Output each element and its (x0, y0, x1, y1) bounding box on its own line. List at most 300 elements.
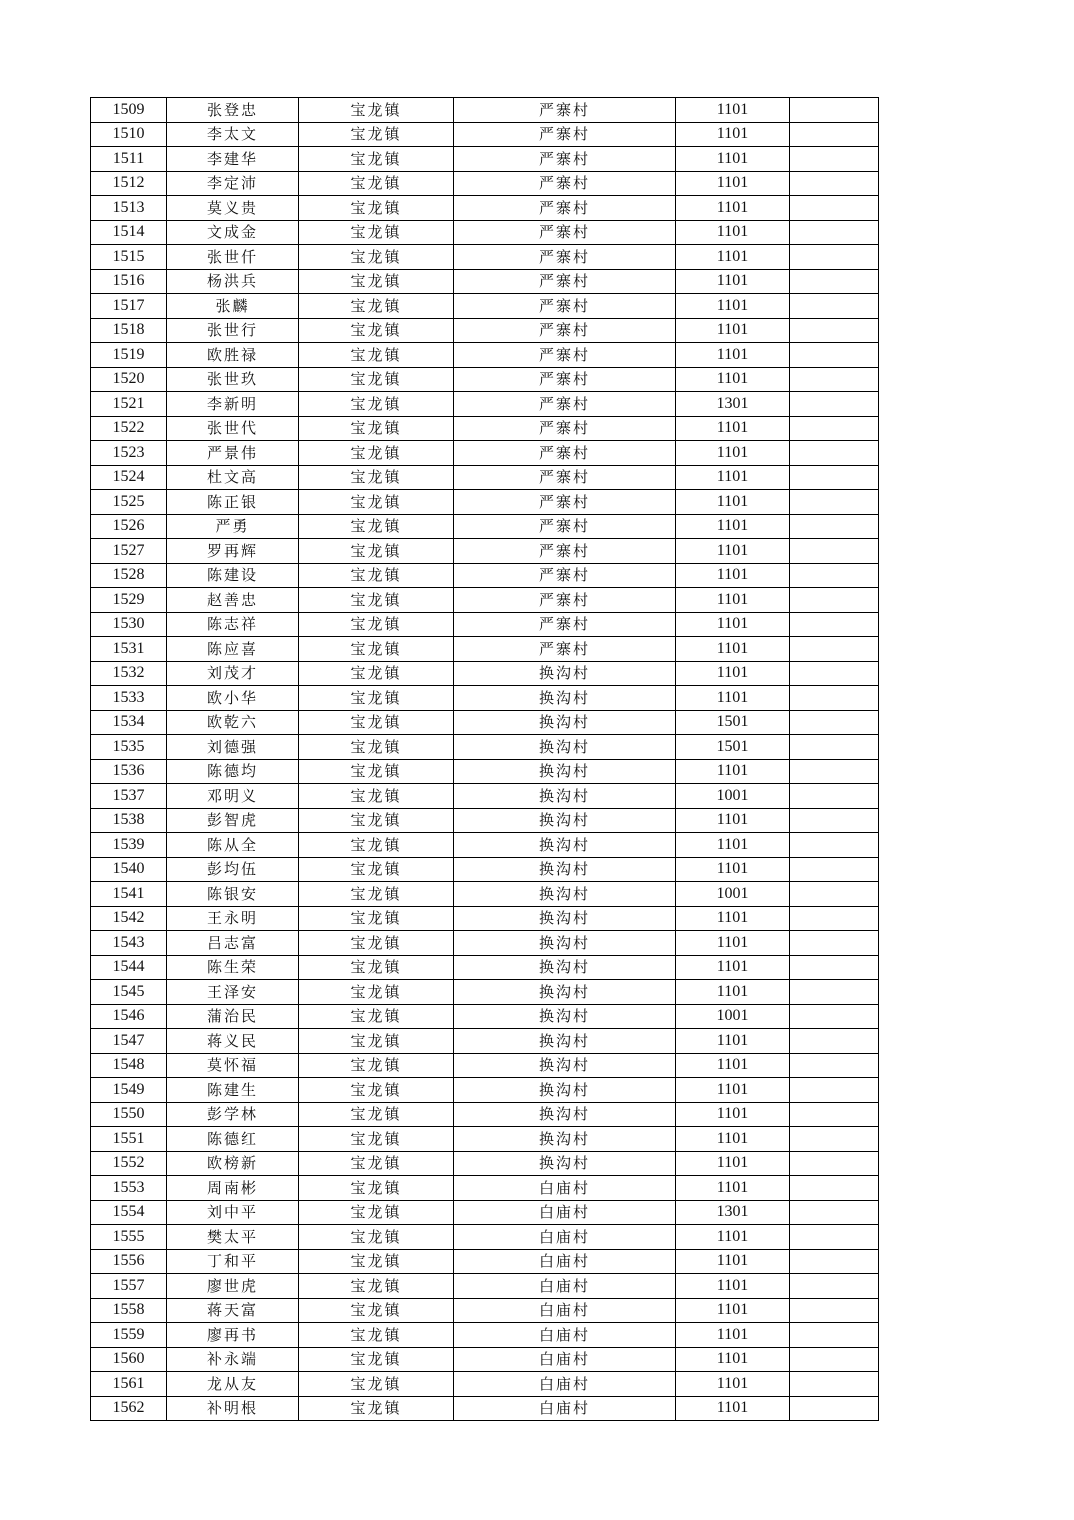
row-number-cell: 1521 (91, 392, 167, 417)
town-cell: 宝龙镇 (299, 1127, 454, 1152)
table-row (91, 661, 879, 686)
row-number-cell: 1557 (91, 1274, 167, 1299)
village-cell: 严寨村 (454, 269, 676, 294)
village-cell: 换沟村 (454, 833, 676, 858)
table-row (91, 1004, 879, 1029)
note-cell (790, 686, 879, 711)
table-row (91, 1274, 879, 1299)
note-cell (790, 1347, 879, 1372)
row-number-cell: 1523 (91, 441, 167, 466)
name-cell: 张世玖 (167, 367, 299, 392)
village-cell: 换沟村 (454, 784, 676, 809)
name-cell: 陈银安 (167, 882, 299, 907)
note-cell (790, 1151, 879, 1176)
town-cell: 宝龙镇 (299, 98, 454, 123)
town-cell: 宝龙镇 (299, 1298, 454, 1323)
town-cell: 宝龙镇 (299, 318, 454, 343)
table-row (91, 931, 879, 956)
note-cell (790, 857, 879, 882)
row-number-cell: 1527 (91, 539, 167, 564)
code-cell: 1101 (676, 122, 790, 147)
note-cell (790, 1078, 879, 1103)
table-row (91, 882, 879, 907)
town-cell: 宝龙镇 (299, 906, 454, 931)
row-number-cell: 1531 (91, 637, 167, 662)
row-number-cell: 1536 (91, 759, 167, 784)
town-cell: 宝龙镇 (299, 980, 454, 1005)
village-cell: 严寨村 (454, 196, 676, 221)
table-row (91, 1102, 879, 1127)
row-number-cell: 1560 (91, 1347, 167, 1372)
note-cell (790, 1396, 879, 1421)
village-cell: 白庙村 (454, 1274, 676, 1299)
table-row (91, 98, 879, 123)
note-cell (790, 1249, 879, 1274)
name-cell: 蒋天富 (167, 1298, 299, 1323)
table-row (91, 955, 879, 980)
village-cell: 白庙村 (454, 1323, 676, 1348)
table-row (91, 441, 879, 466)
village-cell: 严寨村 (454, 171, 676, 196)
table-row (91, 588, 879, 613)
village-cell: 换沟村 (454, 710, 676, 735)
name-cell: 李建华 (167, 147, 299, 172)
town-cell: 宝龙镇 (299, 637, 454, 662)
row-number-cell: 1556 (91, 1249, 167, 1274)
note-cell (790, 612, 879, 637)
table-row (91, 318, 879, 343)
code-cell: 1101 (676, 490, 790, 515)
row-number-cell: 1529 (91, 588, 167, 613)
note-cell (790, 931, 879, 956)
table-row (91, 906, 879, 931)
note-cell (790, 1274, 879, 1299)
town-cell: 宝龙镇 (299, 490, 454, 515)
code-cell: 1101 (676, 612, 790, 637)
name-cell: 杨洪兵 (167, 269, 299, 294)
town-cell: 宝龙镇 (299, 735, 454, 760)
village-cell: 严寨村 (454, 416, 676, 441)
row-number-cell: 1537 (91, 784, 167, 809)
row-number-cell: 1545 (91, 980, 167, 1005)
note-cell (790, 441, 879, 466)
name-cell: 彭均伍 (167, 857, 299, 882)
note-cell (790, 294, 879, 319)
town-cell: 宝龙镇 (299, 563, 454, 588)
table-row (91, 147, 879, 172)
village-cell: 换沟村 (454, 661, 676, 686)
village-cell: 换沟村 (454, 980, 676, 1005)
town-cell: 宝龙镇 (299, 808, 454, 833)
note-cell (790, 759, 879, 784)
table-row (91, 416, 879, 441)
code-cell: 1101 (676, 906, 790, 931)
row-number-cell: 1544 (91, 955, 167, 980)
table-row (91, 735, 879, 760)
note-cell (790, 171, 879, 196)
name-cell: 李定沛 (167, 171, 299, 196)
note-cell (790, 1029, 879, 1054)
name-cell: 莫怀福 (167, 1053, 299, 1078)
village-cell: 严寨村 (454, 98, 676, 123)
code-cell: 1101 (676, 1151, 790, 1176)
note-cell (790, 367, 879, 392)
table-row (91, 1225, 879, 1250)
town-cell: 宝龙镇 (299, 955, 454, 980)
name-cell: 陈志祥 (167, 612, 299, 637)
code-cell: 1101 (676, 465, 790, 490)
note-cell (790, 1004, 879, 1029)
town-cell: 宝龙镇 (299, 1274, 454, 1299)
name-cell: 严勇 (167, 514, 299, 539)
village-cell: 换沟村 (454, 686, 676, 711)
table-row (91, 857, 879, 882)
name-cell: 陈德均 (167, 759, 299, 784)
name-cell: 补明根 (167, 1396, 299, 1421)
name-cell: 蒋义民 (167, 1029, 299, 1054)
code-cell: 1101 (676, 245, 790, 270)
note-cell (790, 588, 879, 613)
row-number-cell: 1541 (91, 882, 167, 907)
name-cell: 赵善忠 (167, 588, 299, 613)
town-cell: 宝龙镇 (299, 1249, 454, 1274)
code-cell: 1101 (676, 1102, 790, 1127)
name-cell: 欧乾六 (167, 710, 299, 735)
village-cell: 严寨村 (454, 563, 676, 588)
village-cell: 换沟村 (454, 1078, 676, 1103)
code-cell: 1101 (676, 759, 790, 784)
note-cell (790, 269, 879, 294)
note-cell (790, 539, 879, 564)
row-number-cell: 1549 (91, 1078, 167, 1103)
code-cell: 1101 (676, 1029, 790, 1054)
table-row (91, 1347, 879, 1372)
town-cell: 宝龙镇 (299, 1347, 454, 1372)
table-row (91, 122, 879, 147)
row-number-cell: 1546 (91, 1004, 167, 1029)
row-number-cell: 1543 (91, 931, 167, 956)
table-row (91, 367, 879, 392)
village-cell: 换沟村 (454, 857, 676, 882)
code-cell: 1001 (676, 784, 790, 809)
name-cell: 李太文 (167, 122, 299, 147)
table-row (91, 833, 879, 858)
table-row (91, 1249, 879, 1274)
town-cell: 宝龙镇 (299, 686, 454, 711)
town-cell: 宝龙镇 (299, 1102, 454, 1127)
row-number-cell: 1530 (91, 612, 167, 637)
code-cell: 1101 (676, 318, 790, 343)
note-cell (790, 245, 879, 270)
town-cell: 宝龙镇 (299, 759, 454, 784)
name-cell: 刘德强 (167, 735, 299, 760)
row-number-cell: 1551 (91, 1127, 167, 1152)
village-cell: 换沟村 (454, 955, 676, 980)
table-row (91, 686, 879, 711)
town-cell: 宝龙镇 (299, 1151, 454, 1176)
note-cell (790, 1323, 879, 1348)
row-number-cell: 1553 (91, 1176, 167, 1201)
code-cell: 1301 (676, 392, 790, 417)
row-number-cell: 1525 (91, 490, 167, 515)
note-cell (790, 1127, 879, 1152)
town-cell: 宝龙镇 (299, 1396, 454, 1421)
row-number-cell: 1539 (91, 833, 167, 858)
note-cell (790, 784, 879, 809)
village-cell: 换沟村 (454, 1127, 676, 1152)
code-cell: 1101 (676, 563, 790, 588)
row-number-cell: 1532 (91, 661, 167, 686)
note-cell (790, 833, 879, 858)
name-cell: 邓明义 (167, 784, 299, 809)
code-cell: 1101 (676, 98, 790, 123)
name-cell: 莫义贵 (167, 196, 299, 221)
village-cell: 严寨村 (454, 514, 676, 539)
row-number-cell: 1524 (91, 465, 167, 490)
village-cell: 换沟村 (454, 1151, 676, 1176)
town-cell: 宝龙镇 (299, 343, 454, 368)
town-cell: 宝龙镇 (299, 465, 454, 490)
town-cell: 宝龙镇 (299, 171, 454, 196)
village-cell: 白庙村 (454, 1176, 676, 1201)
town-cell: 宝龙镇 (299, 441, 454, 466)
code-cell: 1101 (676, 269, 790, 294)
note-cell (790, 343, 879, 368)
table-row (91, 392, 879, 417)
name-cell: 张登忠 (167, 98, 299, 123)
table-row (91, 245, 879, 270)
village-cell: 严寨村 (454, 367, 676, 392)
row-number-cell: 1512 (91, 171, 167, 196)
village-cell: 严寨村 (454, 294, 676, 319)
town-cell: 宝龙镇 (299, 1200, 454, 1225)
village-cell: 严寨村 (454, 637, 676, 662)
name-cell: 周南彬 (167, 1176, 299, 1201)
code-cell: 1101 (676, 1323, 790, 1348)
name-cell: 刘中平 (167, 1200, 299, 1225)
code-cell: 1101 (676, 1274, 790, 1299)
code-cell: 1101 (676, 147, 790, 172)
town-cell: 宝龙镇 (299, 833, 454, 858)
village-cell: 换沟村 (454, 882, 676, 907)
table-row (91, 343, 879, 368)
town-cell: 宝龙镇 (299, 1225, 454, 1250)
table-row (91, 539, 879, 564)
note-cell (790, 220, 879, 245)
code-cell: 1101 (676, 931, 790, 956)
name-cell: 樊太平 (167, 1225, 299, 1250)
code-cell: 1101 (676, 539, 790, 564)
note-cell (790, 1372, 879, 1397)
town-cell: 宝龙镇 (299, 882, 454, 907)
code-cell: 1501 (676, 710, 790, 735)
village-cell: 换沟村 (454, 808, 676, 833)
town-cell: 宝龙镇 (299, 1004, 454, 1029)
table-row (91, 563, 879, 588)
row-number-cell: 1535 (91, 735, 167, 760)
code-cell: 1101 (676, 1127, 790, 1152)
code-cell: 1101 (676, 980, 790, 1005)
name-cell: 陈建生 (167, 1078, 299, 1103)
row-number-cell: 1522 (91, 416, 167, 441)
town-cell: 宝龙镇 (299, 367, 454, 392)
name-cell: 陈建设 (167, 563, 299, 588)
note-cell (790, 1176, 879, 1201)
village-cell: 严寨村 (454, 539, 676, 564)
table-row (91, 759, 879, 784)
row-number-cell: 1509 (91, 98, 167, 123)
name-cell: 彭学林 (167, 1102, 299, 1127)
name-cell: 陈正银 (167, 490, 299, 515)
village-cell: 换沟村 (454, 931, 676, 956)
town-cell: 宝龙镇 (299, 147, 454, 172)
code-cell: 1101 (676, 514, 790, 539)
village-cell: 严寨村 (454, 245, 676, 270)
village-cell: 换沟村 (454, 759, 676, 784)
table-row (91, 1372, 879, 1397)
row-number-cell: 1562 (91, 1396, 167, 1421)
town-cell: 宝龙镇 (299, 392, 454, 417)
note-cell (790, 1053, 879, 1078)
name-cell: 张麟 (167, 294, 299, 319)
town-cell: 宝龙镇 (299, 294, 454, 319)
code-cell: 1101 (676, 1078, 790, 1103)
row-number-cell: 1550 (91, 1102, 167, 1127)
note-cell (790, 416, 879, 441)
village-cell: 白庙村 (454, 1298, 676, 1323)
name-cell: 张世行 (167, 318, 299, 343)
note-cell (790, 808, 879, 833)
town-cell: 宝龙镇 (299, 784, 454, 809)
table-row (91, 710, 879, 735)
note-cell (790, 1200, 879, 1225)
village-cell: 严寨村 (454, 147, 676, 172)
name-cell: 李新明 (167, 392, 299, 417)
code-cell: 1101 (676, 955, 790, 980)
town-cell: 宝龙镇 (299, 612, 454, 637)
name-cell: 廖世虎 (167, 1274, 299, 1299)
code-cell: 1101 (676, 588, 790, 613)
code-cell: 1101 (676, 294, 790, 319)
name-cell: 王泽安 (167, 980, 299, 1005)
table-row (91, 490, 879, 515)
note-cell (790, 735, 879, 760)
village-cell: 白庙村 (454, 1225, 676, 1250)
row-number-cell: 1548 (91, 1053, 167, 1078)
town-cell: 宝龙镇 (299, 196, 454, 221)
code-cell: 1101 (676, 1396, 790, 1421)
town-cell: 宝龙镇 (299, 710, 454, 735)
row-number-cell: 1513 (91, 196, 167, 221)
records-table (90, 97, 879, 1421)
note-cell (790, 906, 879, 931)
village-cell: 换沟村 (454, 1053, 676, 1078)
code-cell: 1001 (676, 1004, 790, 1029)
table-row (91, 269, 879, 294)
name-cell: 陈生荣 (167, 955, 299, 980)
table-row (91, 1200, 879, 1225)
row-number-cell: 1552 (91, 1151, 167, 1176)
name-cell: 彭智虎 (167, 808, 299, 833)
row-number-cell: 1559 (91, 1323, 167, 1348)
town-cell: 宝龙镇 (299, 1372, 454, 1397)
note-cell (790, 318, 879, 343)
note-cell (790, 710, 879, 735)
code-cell: 1101 (676, 1176, 790, 1201)
village-cell: 白庙村 (454, 1372, 676, 1397)
note-cell (790, 563, 879, 588)
name-cell: 文成金 (167, 220, 299, 245)
village-cell: 换沟村 (454, 1102, 676, 1127)
row-number-cell: 1510 (91, 122, 167, 147)
code-cell: 1101 (676, 808, 790, 833)
code-cell: 1501 (676, 735, 790, 760)
town-cell: 宝龙镇 (299, 1053, 454, 1078)
table-row (91, 196, 879, 221)
name-cell: 廖再书 (167, 1323, 299, 1348)
table-row (91, 980, 879, 1005)
note-cell (790, 514, 879, 539)
village-cell: 严寨村 (454, 490, 676, 515)
name-cell: 欧小华 (167, 686, 299, 711)
name-cell: 丁和平 (167, 1249, 299, 1274)
village-cell: 白庙村 (454, 1396, 676, 1421)
note-cell (790, 1102, 879, 1127)
name-cell: 王永明 (167, 906, 299, 931)
table-row (91, 612, 879, 637)
row-number-cell: 1517 (91, 294, 167, 319)
town-cell: 宝龙镇 (299, 931, 454, 956)
code-cell: 1101 (676, 220, 790, 245)
row-number-cell: 1526 (91, 514, 167, 539)
town-cell: 宝龙镇 (299, 588, 454, 613)
note-cell (790, 122, 879, 147)
row-number-cell: 1520 (91, 367, 167, 392)
table-row (91, 784, 879, 809)
table-row (91, 1298, 879, 1323)
row-number-cell: 1534 (91, 710, 167, 735)
note-cell (790, 490, 879, 515)
code-cell: 1101 (676, 367, 790, 392)
name-cell: 补永端 (167, 1347, 299, 1372)
name-cell: 严景伟 (167, 441, 299, 466)
table-row (91, 1078, 879, 1103)
town-cell: 宝龙镇 (299, 514, 454, 539)
village-cell: 严寨村 (454, 588, 676, 613)
village-cell: 换沟村 (454, 1029, 676, 1054)
code-cell: 1101 (676, 661, 790, 686)
note-cell (790, 98, 879, 123)
row-number-cell: 1516 (91, 269, 167, 294)
row-number-cell: 1554 (91, 1200, 167, 1225)
table-row (91, 294, 879, 319)
row-number-cell: 1518 (91, 318, 167, 343)
village-cell: 白庙村 (454, 1249, 676, 1274)
name-cell: 欧胜禄 (167, 343, 299, 368)
town-cell: 宝龙镇 (299, 1176, 454, 1201)
village-cell: 严寨村 (454, 122, 676, 147)
note-cell (790, 661, 879, 686)
note-cell (790, 980, 879, 1005)
row-number-cell: 1533 (91, 686, 167, 711)
row-number-cell: 1511 (91, 147, 167, 172)
town-cell: 宝龙镇 (299, 1078, 454, 1103)
note-cell (790, 882, 879, 907)
village-cell: 严寨村 (454, 441, 676, 466)
name-cell: 张世代 (167, 416, 299, 441)
table-row (91, 808, 879, 833)
name-cell: 罗再辉 (167, 539, 299, 564)
